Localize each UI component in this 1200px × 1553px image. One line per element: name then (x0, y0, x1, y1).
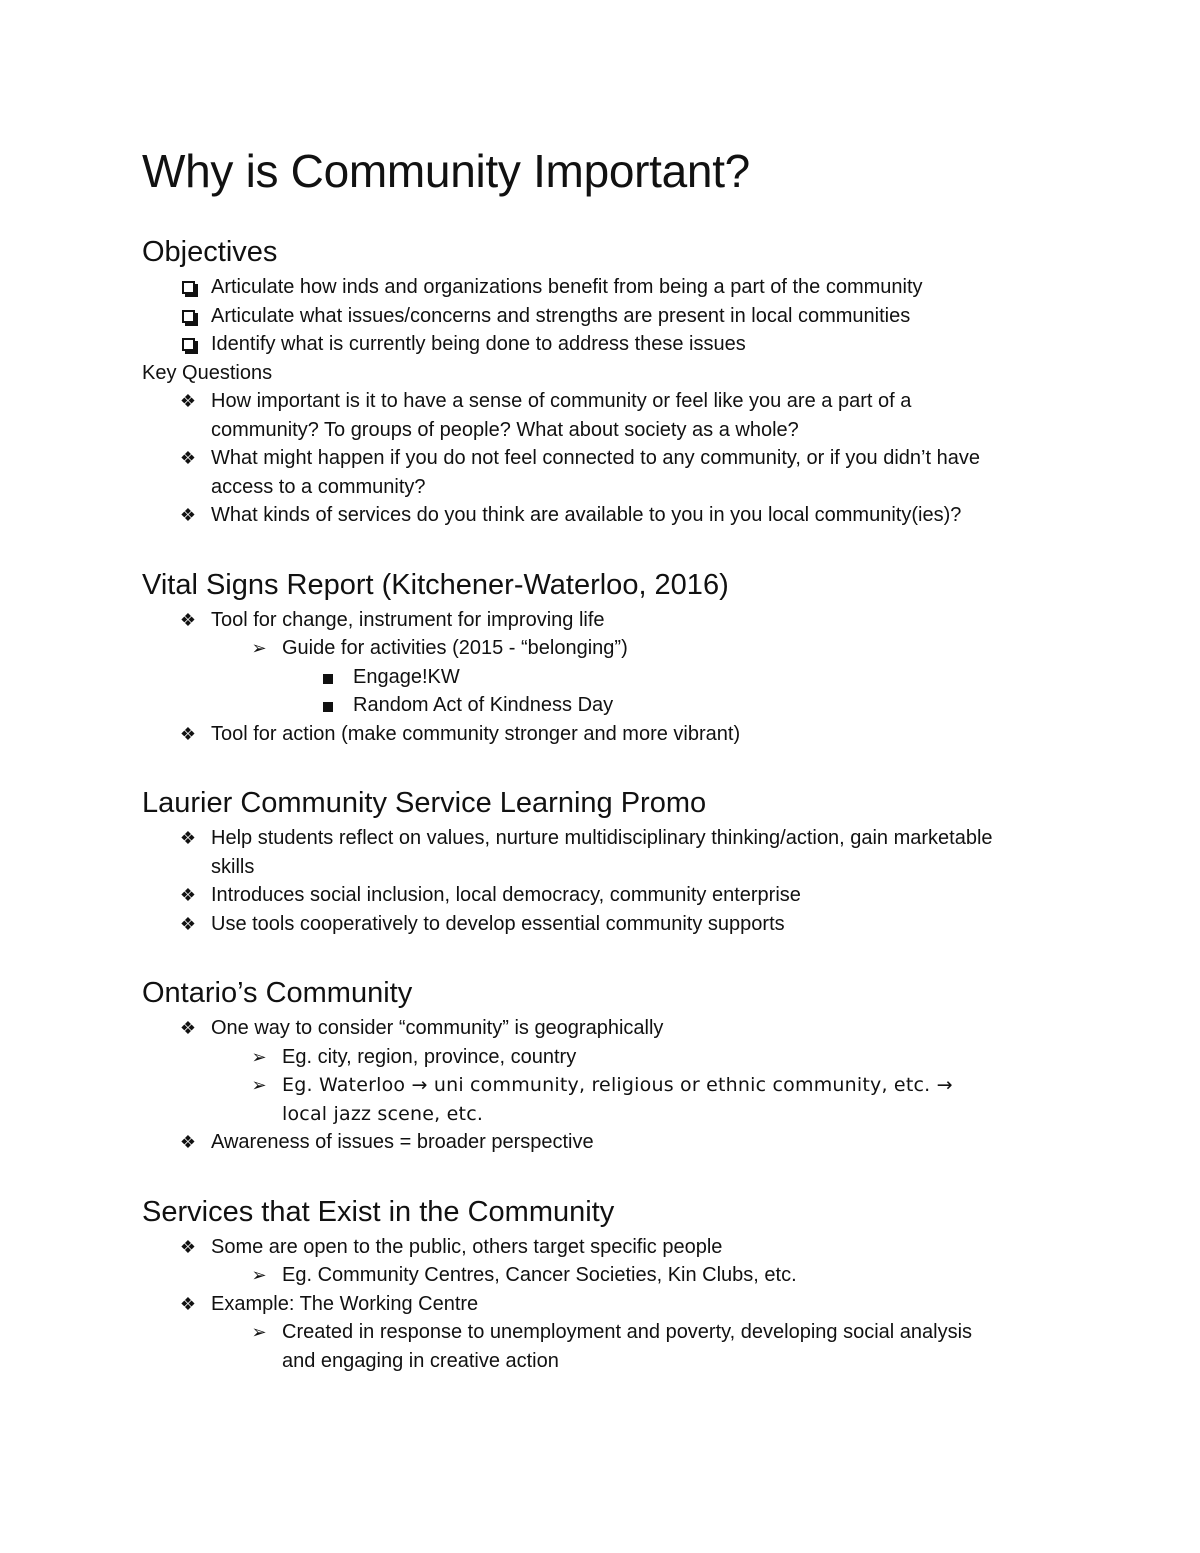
document-title: Why is Community Important? (142, 145, 750, 197)
diamond-bullet-icon: ❖ (179, 913, 197, 934)
arrow-bullet-icon: ➢ (251, 638, 267, 658)
diamond-bullet-icon: ❖ (179, 885, 197, 905)
question-item: ❖ What might happen if you do not feel connected to any community, or if you didn’t have access to a community? (142, 444, 1082, 501)
laurier-item: ❖ Use tools cooperatively to develop essential community supports (142, 910, 1082, 939)
ontario-heading: Ontario’s Community (142, 977, 413, 1009)
services-heading: Services that Exist in the Community (142, 1195, 615, 1228)
laurier-item: ❖ Introduces social inclusion, local democracy, community enterprise (142, 881, 1082, 910)
diamond-bullet-icon: ❖ (179, 448, 197, 468)
arrow-bullet-icon: ➢ (251, 1322, 267, 1342)
ontario-subitem: ➢ Eg. city, region, province, country (142, 1043, 1082, 1072)
objective-item: Articulate what issues/concerns and strengths are present in local communities (142, 302, 1082, 331)
services-list (142, 1233, 1082, 1376)
services-item: ❖ Example: The Working Centre (142, 1290, 1082, 1319)
diamond-bullet-icon: ❖ (179, 1018, 197, 1038)
vital-signs-item: ❖ Tool for action (make community stronger and more vibrant) (142, 720, 1082, 749)
diamond-bullet-icon: ❖ (179, 1132, 197, 1152)
document-page (142, 140, 1082, 1375)
ontario-list (142, 1014, 1082, 1157)
diamond-bullet-icon: ❖ (179, 1293, 197, 1314)
diamond-bullet-icon: ❖ (179, 505, 197, 525)
objectives-heading: Objectives (142, 236, 278, 268)
vital-signs-heading: Vital Signs Report (Kitchener-Waterloo, 2016) (142, 568, 729, 601)
checkbox-icon (176, 273, 200, 303)
diamond-bullet-icon: ❖ (179, 828, 197, 848)
ontario-item: ❖ Awareness of issues = broader perspective (142, 1128, 1082, 1157)
services-item: ❖ Some are open to the public, others target specific people (142, 1233, 1082, 1262)
laurier-list (142, 824, 1082, 938)
services-subitem: ➢ Eg. Community Centres, Cancer Societies, Kin Clubs, etc. (142, 1261, 1082, 1290)
arrow-bullet-icon: ➢ (251, 1265, 267, 1285)
services-subitem: ➢ Created in response to unemployment and poverty, developing social analysis and engaging in creative action (142, 1318, 1082, 1375)
checkbox-icon (176, 302, 200, 332)
vital-signs-subsubitem: Engage!KW (142, 663, 1082, 692)
key-questions-heading: Key Questions (142, 361, 273, 384)
diamond-bullet-icon: ❖ (179, 1236, 197, 1257)
laurier-item: ❖ Help students reflect on values, nurture multidisciplinary thinking/action, gain marketable skills (142, 824, 1082, 881)
diamond-bullet-icon: ❖ (179, 723, 197, 744)
diamond-bullet-icon: ❖ (179, 609, 197, 630)
diamond-bullet-icon: ❖ (179, 391, 197, 411)
square-bullet-icon (316, 663, 340, 693)
objectives-list (142, 273, 1082, 359)
vital-signs-list (142, 606, 1082, 749)
vital-signs-subsubitem: Random Act of Kindness Day (142, 691, 1082, 720)
square-bullet-icon (316, 691, 340, 721)
ontario-item: ❖ One way to consider “community” is geographically (142, 1014, 1082, 1043)
key-questions-list (142, 387, 1082, 530)
laurier-heading: Laurier Community Service Learning Promo (142, 787, 707, 819)
vital-signs-subitem: ➢ Guide for activities (2015 - “belonging”) (142, 634, 1082, 663)
checkbox-icon (176, 330, 200, 360)
objective-item: Identify what is currently being done to address these issues (142, 330, 1082, 359)
vital-signs-item: ❖ Tool for change, instrument for improving life (142, 606, 1082, 635)
ontario-subitem: ➢ Eg. Waterloo → uni community, religious or ethnic community, etc. → local jazz scene, etc. (142, 1071, 1082, 1128)
arrow-bullet-icon: ➢ (251, 1046, 267, 1067)
arrow-bullet-icon: ➢ (251, 1075, 267, 1095)
question-item: ❖ How important is it to have a sense of community or feel like you are a part of a community? To groups of people? What about society as a whole? (142, 387, 1082, 444)
objective-item: Articulate how inds and organizations benefit from being a part of the community (142, 273, 1082, 302)
question-item: ❖ What kinds of services do you think are available to you in you local community(ies)? (142, 501, 1082, 530)
